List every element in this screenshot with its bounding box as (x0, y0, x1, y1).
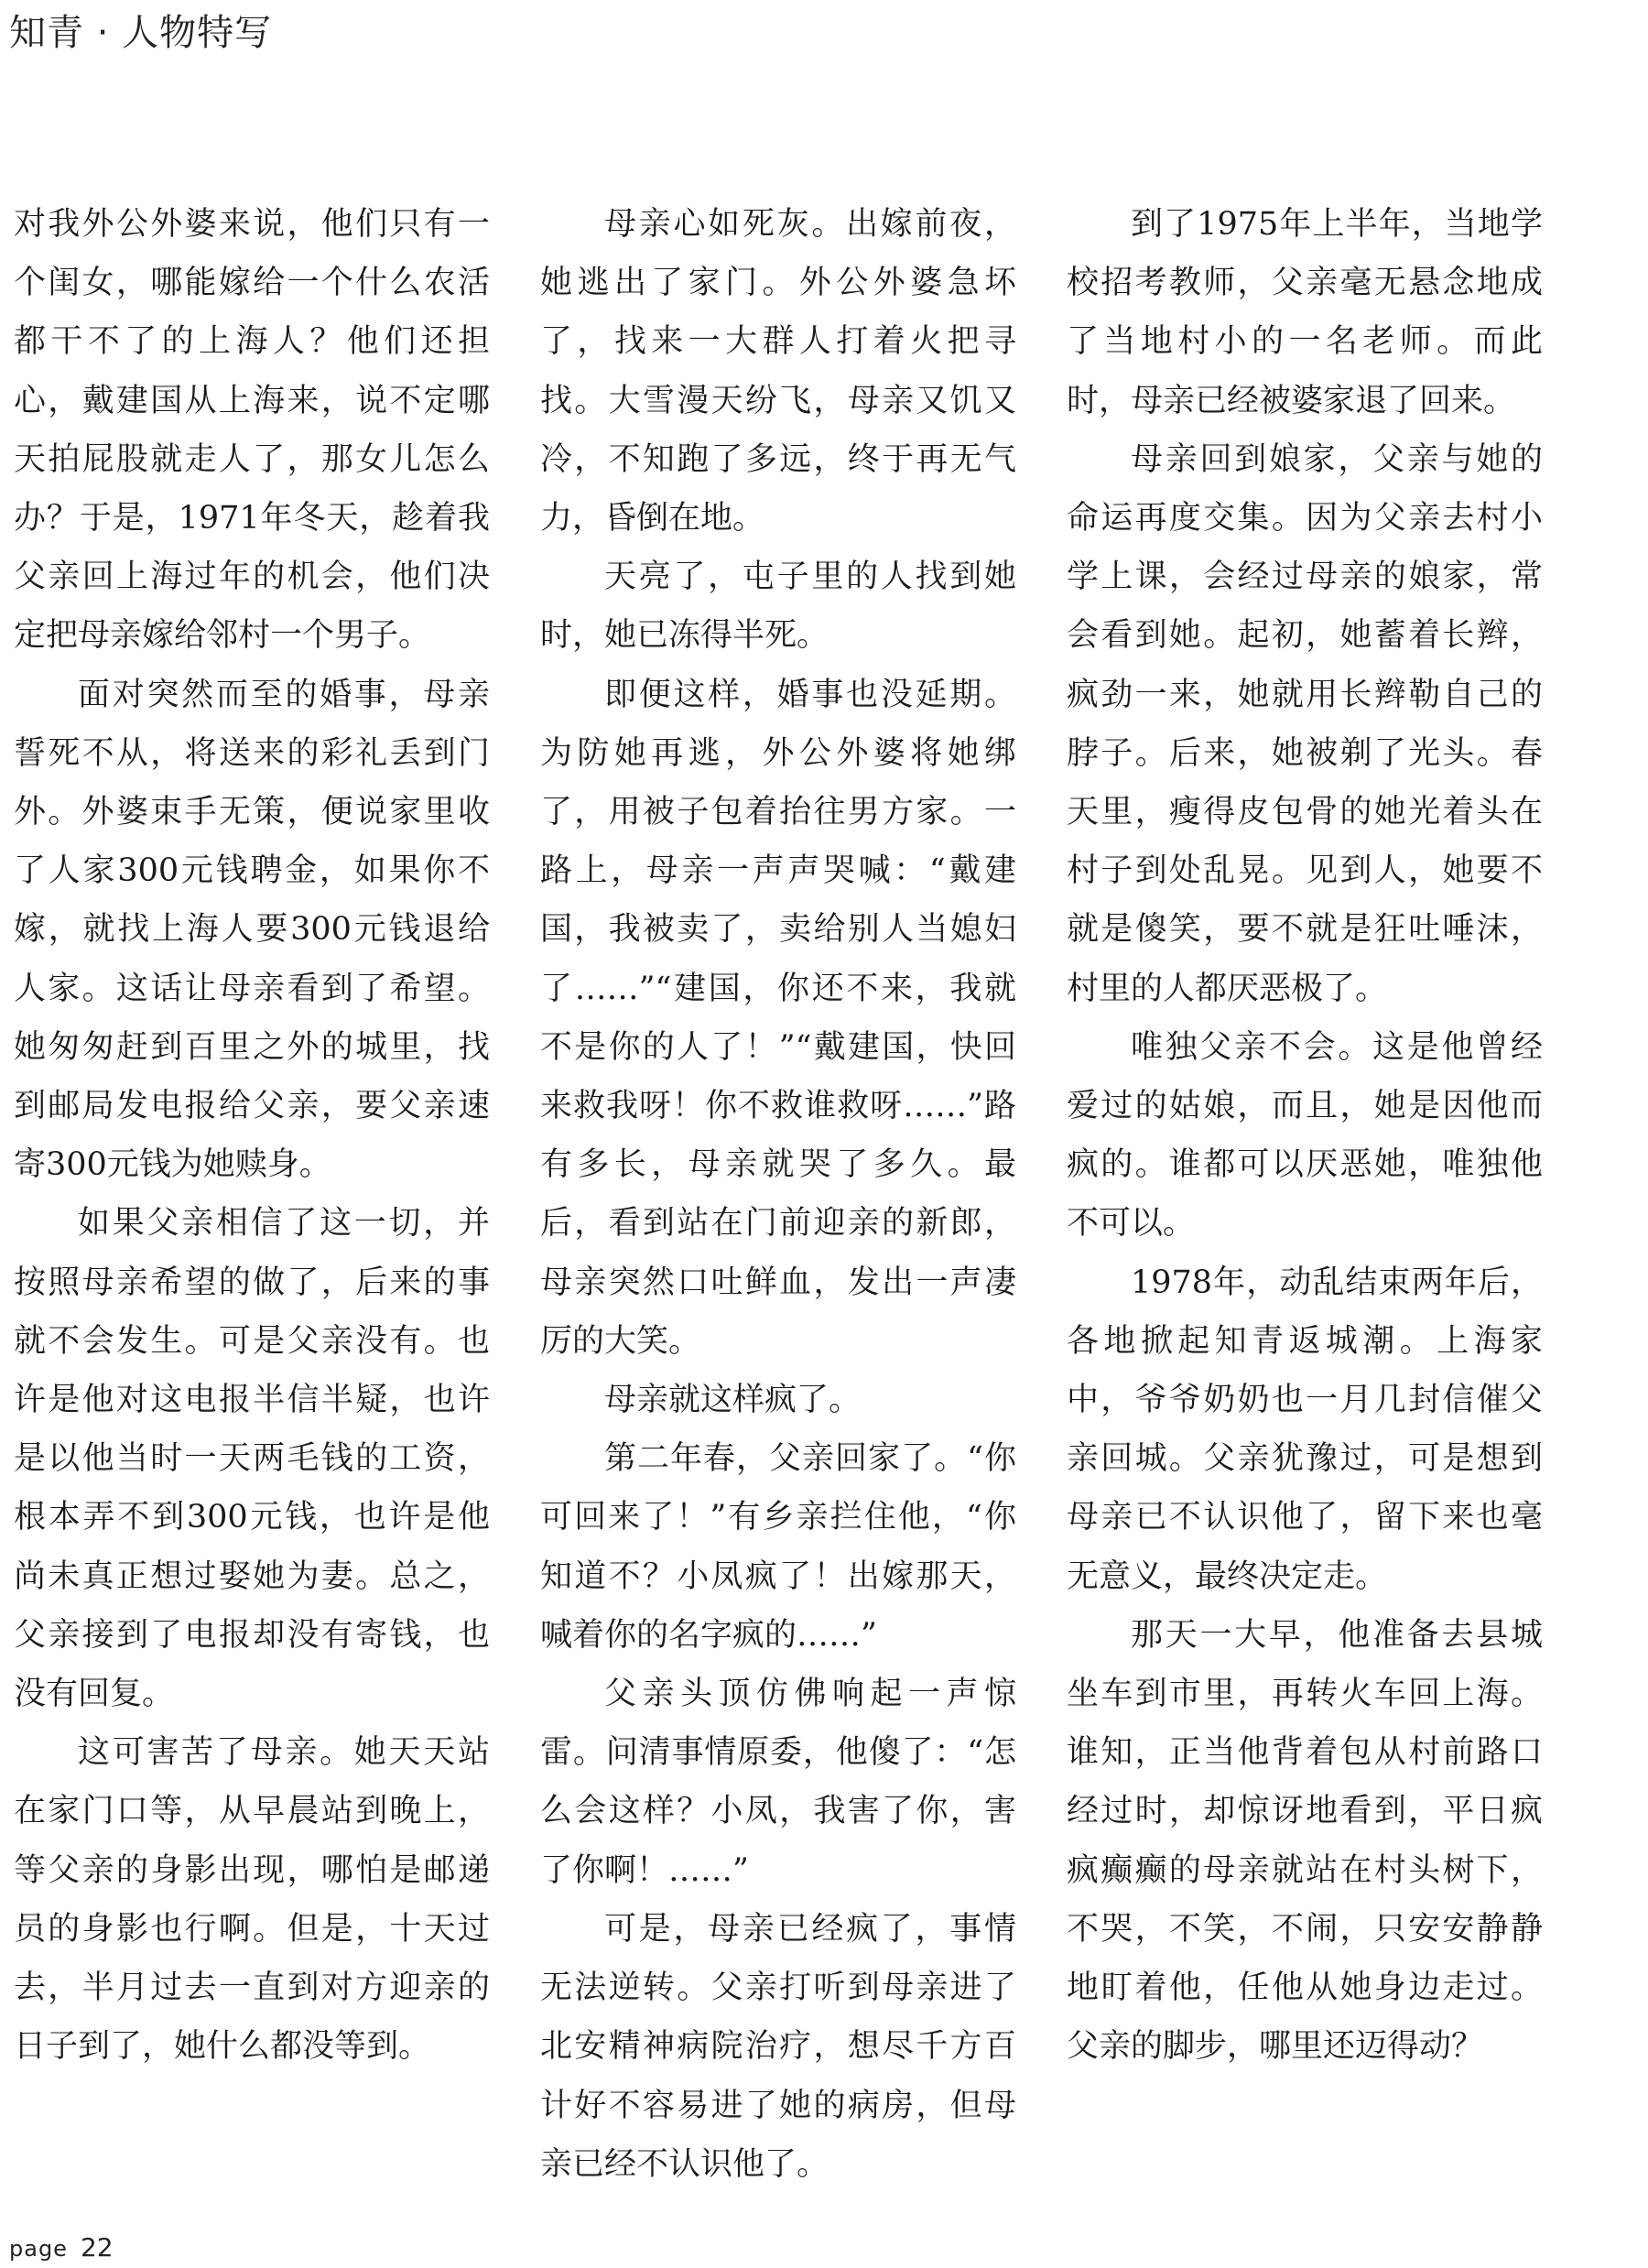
paragraph: 唯独父亲不会。这是他曾经爱过的姑娘，而且，她是因他而疯的。谁都可以厌恶她，唯独他不可以。 (1067, 1028, 1543, 1243)
paragraph: 到了1975年上半年，当地学校招考教师，父亲毫无悬念地成了当地村小的一名老师。而此时，母亲已经被婆家退了回来。 (1067, 206, 1543, 419)
paragraph: 母亲就这样疯了。 (604, 1382, 862, 1419)
paragraph: 母亲心如死灰。出嫁前夜，她逃出了家门。外公外婆急坏了，找来一大群人打着火把寻找。大雪漫天纷飞，母亲又饥又冷，不知跑了多远，终于再无气力，昏倒在地。 (540, 206, 1016, 537)
page-label: page (9, 2236, 68, 2262)
page-number: 22 (80, 2232, 114, 2263)
column-3 (1067, 195, 1543, 2191)
paragraph: 那天一大早，他准备去县城坐车到市里，再转火车回上海。谁知，正当他背着包从村前路口经过时，却惊讶地看到，平日疯疯癫癫的母亲就站在村头树下，不哭，不笑，不闹，只安安静静地盯着他，任他从她身边走过。父亲的脚步，哪里还迈得动？ (1067, 1616, 1543, 2066)
page-footer (9, 2234, 114, 2265)
paragraph: 即便这样，婚事也没延期。为防她再逃，外公外婆将她绑了，用被子包着抬往男方家。一路上，母亲一声声哭喊：“戴建国，我被卖了，卖给别人当媳妇了……”“建国，你还不来，我就不是你的人了！”“戴建国，快回来救我呀！你不救谁救呀……”路有多长，母亲就哭了多久。最后，看到站在门前迎亲的新郎，母亲突然口吐鲜血，发出一声凄厉的大笑。 (540, 676, 1016, 1360)
paragraph: 第二年春，父亲回家了。“你可回来了！”有乡亲拦住他，“你知道不？小凤疯了！出嫁那天，喊着你的名字疯的……” (540, 1440, 1016, 1654)
paragraph: 母亲回到娘家，父亲与她的命运再度交集。因为父亲去村小学上课，会经过母亲的娘家，常会看到她。起初，她蓄着长辫，疯劲一来，她就用长辫勒自己的脖子。后来，她被剃了光头。春天里，瘦得皮包骨的她光着头在村子到处乱晃。见到人，她要不就是傻笑，要不就是狂吐唾沫，村里的人都厌恶极了。 (1067, 440, 1543, 1007)
paragraph: 这可害苦了母亲。她天天站在家门口等，从早晨站到晚上，等父亲的身影出现，哪怕是邮递员的身影也行啊。但是，十天过去，半月过去一直到对方迎亲的日子到了，她什么都没等到。 (14, 1734, 490, 2066)
section-header: 知青 · 人物特写 (9, 12, 273, 54)
paragraph: 父亲头顶仿佛响起一声惊雷。问清事情原委，他傻了：“怎么会这样？小凤，我害了你，害了你啊！……” (540, 1676, 1016, 1889)
column-2 (540, 195, 1016, 2191)
column-1 (14, 195, 490, 2191)
paragraph: 对我外公外婆来说，他们只有一个闺女，哪能嫁给一个什么农活都干不了的上海人？他们还担心，戴建国从上海来，说不定哪天拍屁股就走人了，那女儿怎么办？于是，1971年冬天，趁着我父亲回上海过年的机会，他们决定把母亲嫁给邻村一个男子。 (14, 206, 490, 655)
paragraph: 如果父亲相信了这一切，并按照母亲希望的做了，后来的事就不会发生。可是父亲没有。也许是他对这电报半信半疑，也许是以他当时一天两毛钱的工资，根本弄不到300元钱，也许是他尚未真正想过娶她为妻。总之，父亲接到了电报却没有寄钱，也没有回复。 (14, 1205, 490, 1713)
paragraph: 1978年，动乱结束两年后，各地掀起知青返城潮。上海家中，爷爷奶奶也一月几封信催父亲回城。父亲犹豫过，可是想到母亲已不认识他了，留下来也毫无意义，最终决定走。 (1067, 1264, 1543, 1595)
paragraph: 面对突然而至的婚事，母亲誓死不从，将送来的彩礼丢到门外。外婆束手无策，便说家里收了人家300元钱聘金，如果你不嫁，就找上海人要300元钱退给人家。这话让母亲看到了希望。她匆匆赶到百里之外的城里，找到邮局发电报给父亲，要父亲速寄300元钱为她赎身。 (14, 676, 490, 1184)
paragraph: 可是，母亲已经疯了，事情无法逆转。父亲打听到母亲进了北安精神病院治疗，想尽千方百计好不容易进了她的病房，但母亲已经不认识他了。 (540, 1910, 1016, 2183)
paragraph: 天亮了，屯子里的人找到她时，她已冻得半死。 (540, 559, 1016, 655)
article-body (14, 195, 1543, 2191)
